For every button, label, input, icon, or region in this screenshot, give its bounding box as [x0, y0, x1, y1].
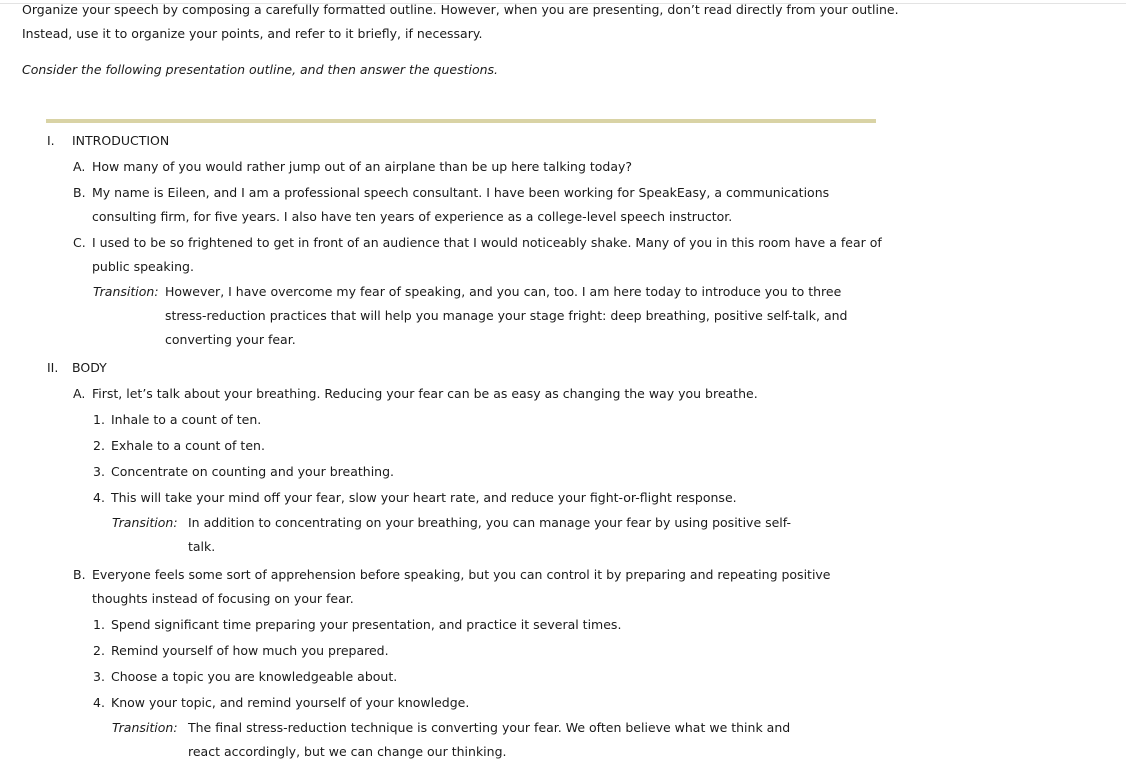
- point-text: Concentrate on counting and your breathing.: [111, 464, 395, 479]
- transition-label: Transition:: [93, 284, 159, 299]
- point-number: 3.: [93, 464, 105, 479]
- point-number: 2.: [93, 643, 105, 658]
- point-text: Exhale to a count of ten.: [111, 438, 265, 453]
- point-text: Choose a topic you are knowledgeable about.: [111, 669, 398, 684]
- transition-label: Transition:: [112, 515, 178, 530]
- section-body: [0, 356, 1126, 380]
- point-number: 4.: [93, 490, 105, 505]
- point-number: 3.: [93, 669, 105, 684]
- body-item-a: [0, 382, 1126, 406]
- intro-item-a: [0, 155, 1126, 179]
- body-b-transition: [0, 716, 1126, 764]
- item-text: Everyone feels some sort of apprehension before speaking, but you can control it by preparing and repeating positive thoughts instead of focusing on your fear.: [92, 567, 831, 606]
- body-b-point-1: [0, 613, 1126, 637]
- section-title: INTRODUCTION: [72, 133, 170, 148]
- body-a-point-3: [0, 460, 1126, 484]
- point-text: Know your topic, and remind yourself of your knowledge.: [111, 695, 470, 710]
- item-letter: A.: [73, 386, 86, 401]
- section-numeral: I.: [47, 133, 55, 148]
- item-letter: B.: [73, 185, 86, 200]
- body-b-point-2: [0, 639, 1126, 663]
- section-title: BODY: [72, 360, 107, 375]
- body-a-point-2: [0, 434, 1126, 458]
- body-b-point-3: [0, 665, 1126, 689]
- section-introduction: [0, 129, 1126, 153]
- body-item-b: [0, 563, 1126, 611]
- point-text: This will take your mind off your fear, slow your heart rate, and reduce your fight-or-flight response.: [111, 490, 737, 505]
- point-text: Inhale to a count of ten.: [111, 412, 262, 427]
- intro-transition: [0, 280, 1126, 352]
- transition-text: However, I have overcome my fear of speaking, and you can, too. I am here today to introduce you to three stress-reduction practices that will help you manage your stage fright: deep breathing, positive self-talk, and converting your fear.: [165, 284, 848, 347]
- point-number: 4.: [93, 695, 105, 710]
- transition-label: Transition:: [112, 720, 178, 735]
- point-text: Remind yourself of how much you prepared.: [111, 643, 389, 658]
- intro-paragraph: Organize your speech by composing a carefully formatted outline. However, when you are presenting, don’t read directly from your outline. Instead, use it to organize your points, and refer to it briefly, if necessary.: [22, 2, 899, 41]
- point-number: 2.: [93, 438, 105, 453]
- outline-rule: [46, 119, 876, 123]
- section-numeral: II.: [47, 360, 59, 375]
- transition-text: The final stress-reduction technique is converting your fear. We often believe what we think and react accordingly, but we can change our thinking.: [188, 720, 791, 759]
- transition-text: In addition to concentrating on your breathing, you can manage your fear by using positive self-talk.: [188, 515, 792, 554]
- point-number: 1.: [93, 617, 105, 632]
- item-text: My name is Eileen, and I am a professional speech consultant. I have been working for SpeakEasy, a communications consulting firm, for five years. I also have ten years of experience as a college-level speech instructor.: [92, 185, 830, 224]
- body-a-transition: [0, 511, 1126, 559]
- point-number: 1.: [93, 412, 105, 427]
- item-text: I used to be so frightened to get in front of an audience that I would noticeably shake. Many of you in this room have a fear of public speaking.: [92, 235, 882, 274]
- body-b-point-4: [0, 691, 1126, 715]
- item-text: How many of you would rather jump out of an airplane than be up here talking today?: [92, 159, 633, 174]
- body-a-point-1: [0, 408, 1126, 432]
- item-letter: C.: [73, 235, 86, 250]
- instruction-text: Consider the following presentation outline, and then answer the questions.: [22, 62, 499, 77]
- intro-item-b: [0, 181, 1126, 229]
- point-text: Spend significant time preparing your presentation, and practice it several times.: [111, 617, 622, 632]
- item-letter: B.: [73, 567, 86, 582]
- presentation-outline: [0, 129, 1126, 764]
- body-a-point-4: [0, 486, 1126, 510]
- item-text: First, let’s talk about your breathing. Reducing your fear can be as easy as changing the way you breathe.: [92, 386, 758, 401]
- intro-item-c: [0, 231, 1126, 279]
- item-letter: A.: [73, 159, 86, 174]
